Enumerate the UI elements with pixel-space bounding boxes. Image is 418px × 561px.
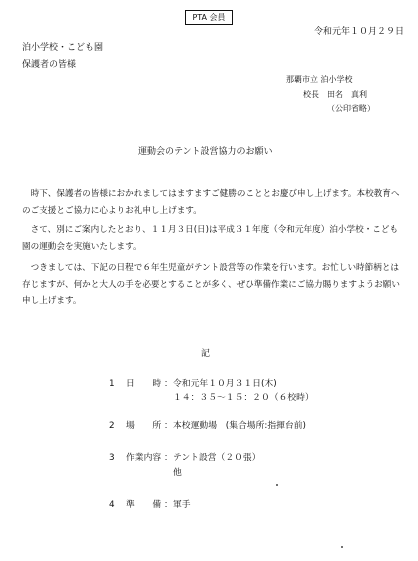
detail-value: 軍手: [173, 500, 191, 510]
detail-value: テント設営（２０張）: [173, 453, 261, 463]
scan-speck: [276, 484, 278, 486]
recipient-school: 泊小学校・こども園: [22, 43, 104, 53]
detail-value: 令和元年１０月３１日(木): [173, 379, 277, 389]
pta-member-badge: PTA 会員: [185, 10, 233, 25]
seal-omitted-note: （公印省略）: [327, 104, 375, 113]
detail-number: 3: [109, 453, 115, 463]
sender-principal: 校長 田名 真利: [303, 90, 367, 99]
detail-value: 本校運動場 (集合場所:指揮台前): [173, 421, 306, 431]
detail-value-secondary: １４：３５～１５：２０（６校時）: [173, 393, 314, 403]
scan-speck: [341, 546, 343, 548]
detail-number: 4: [109, 500, 115, 510]
recipient-guardians: 保護者の皆様: [22, 60, 77, 70]
detail-number: 2: [109, 421, 115, 431]
detail-label: 作業内容: [126, 453, 162, 463]
document-title: 運動会のテント設営協力のお願い: [138, 147, 273, 157]
detail-label: 場 所: [126, 421, 162, 431]
issue-date: 令和元年１０月２９日: [314, 27, 405, 37]
body-announcement: さて、別にご案内したとおり、１１月３日(日)は平成３１年度（令和元年度）泊小学校・こども園の運動会を実施いたします。: [22, 225, 399, 252]
detail-label: 準 備: [126, 500, 162, 510]
body-request: つきましては、下記の日程で６年生児童がテント設営等の作業を行います。お忙しい時節柄とは存じますが、何かと大人の手を必要とすることが多く、ぜひ準備作業にご協力賜りますようお願い申し上げます。: [22, 263, 400, 306]
detail-number: 1: [109, 379, 115, 389]
sender-school: 那覇市立 泊小学校: [286, 75, 353, 84]
detail-label: 日 時: [126, 379, 162, 389]
detail-value-secondary: 他: [173, 468, 182, 478]
body-greeting: 時下、保護者の皆様におかれましてはますますご健勝のこととお慶び申し上げます。本校教育へのご支援とご協力に心よりお礼申し上げます。: [22, 189, 400, 216]
ki-heading: 記: [201, 349, 211, 359]
